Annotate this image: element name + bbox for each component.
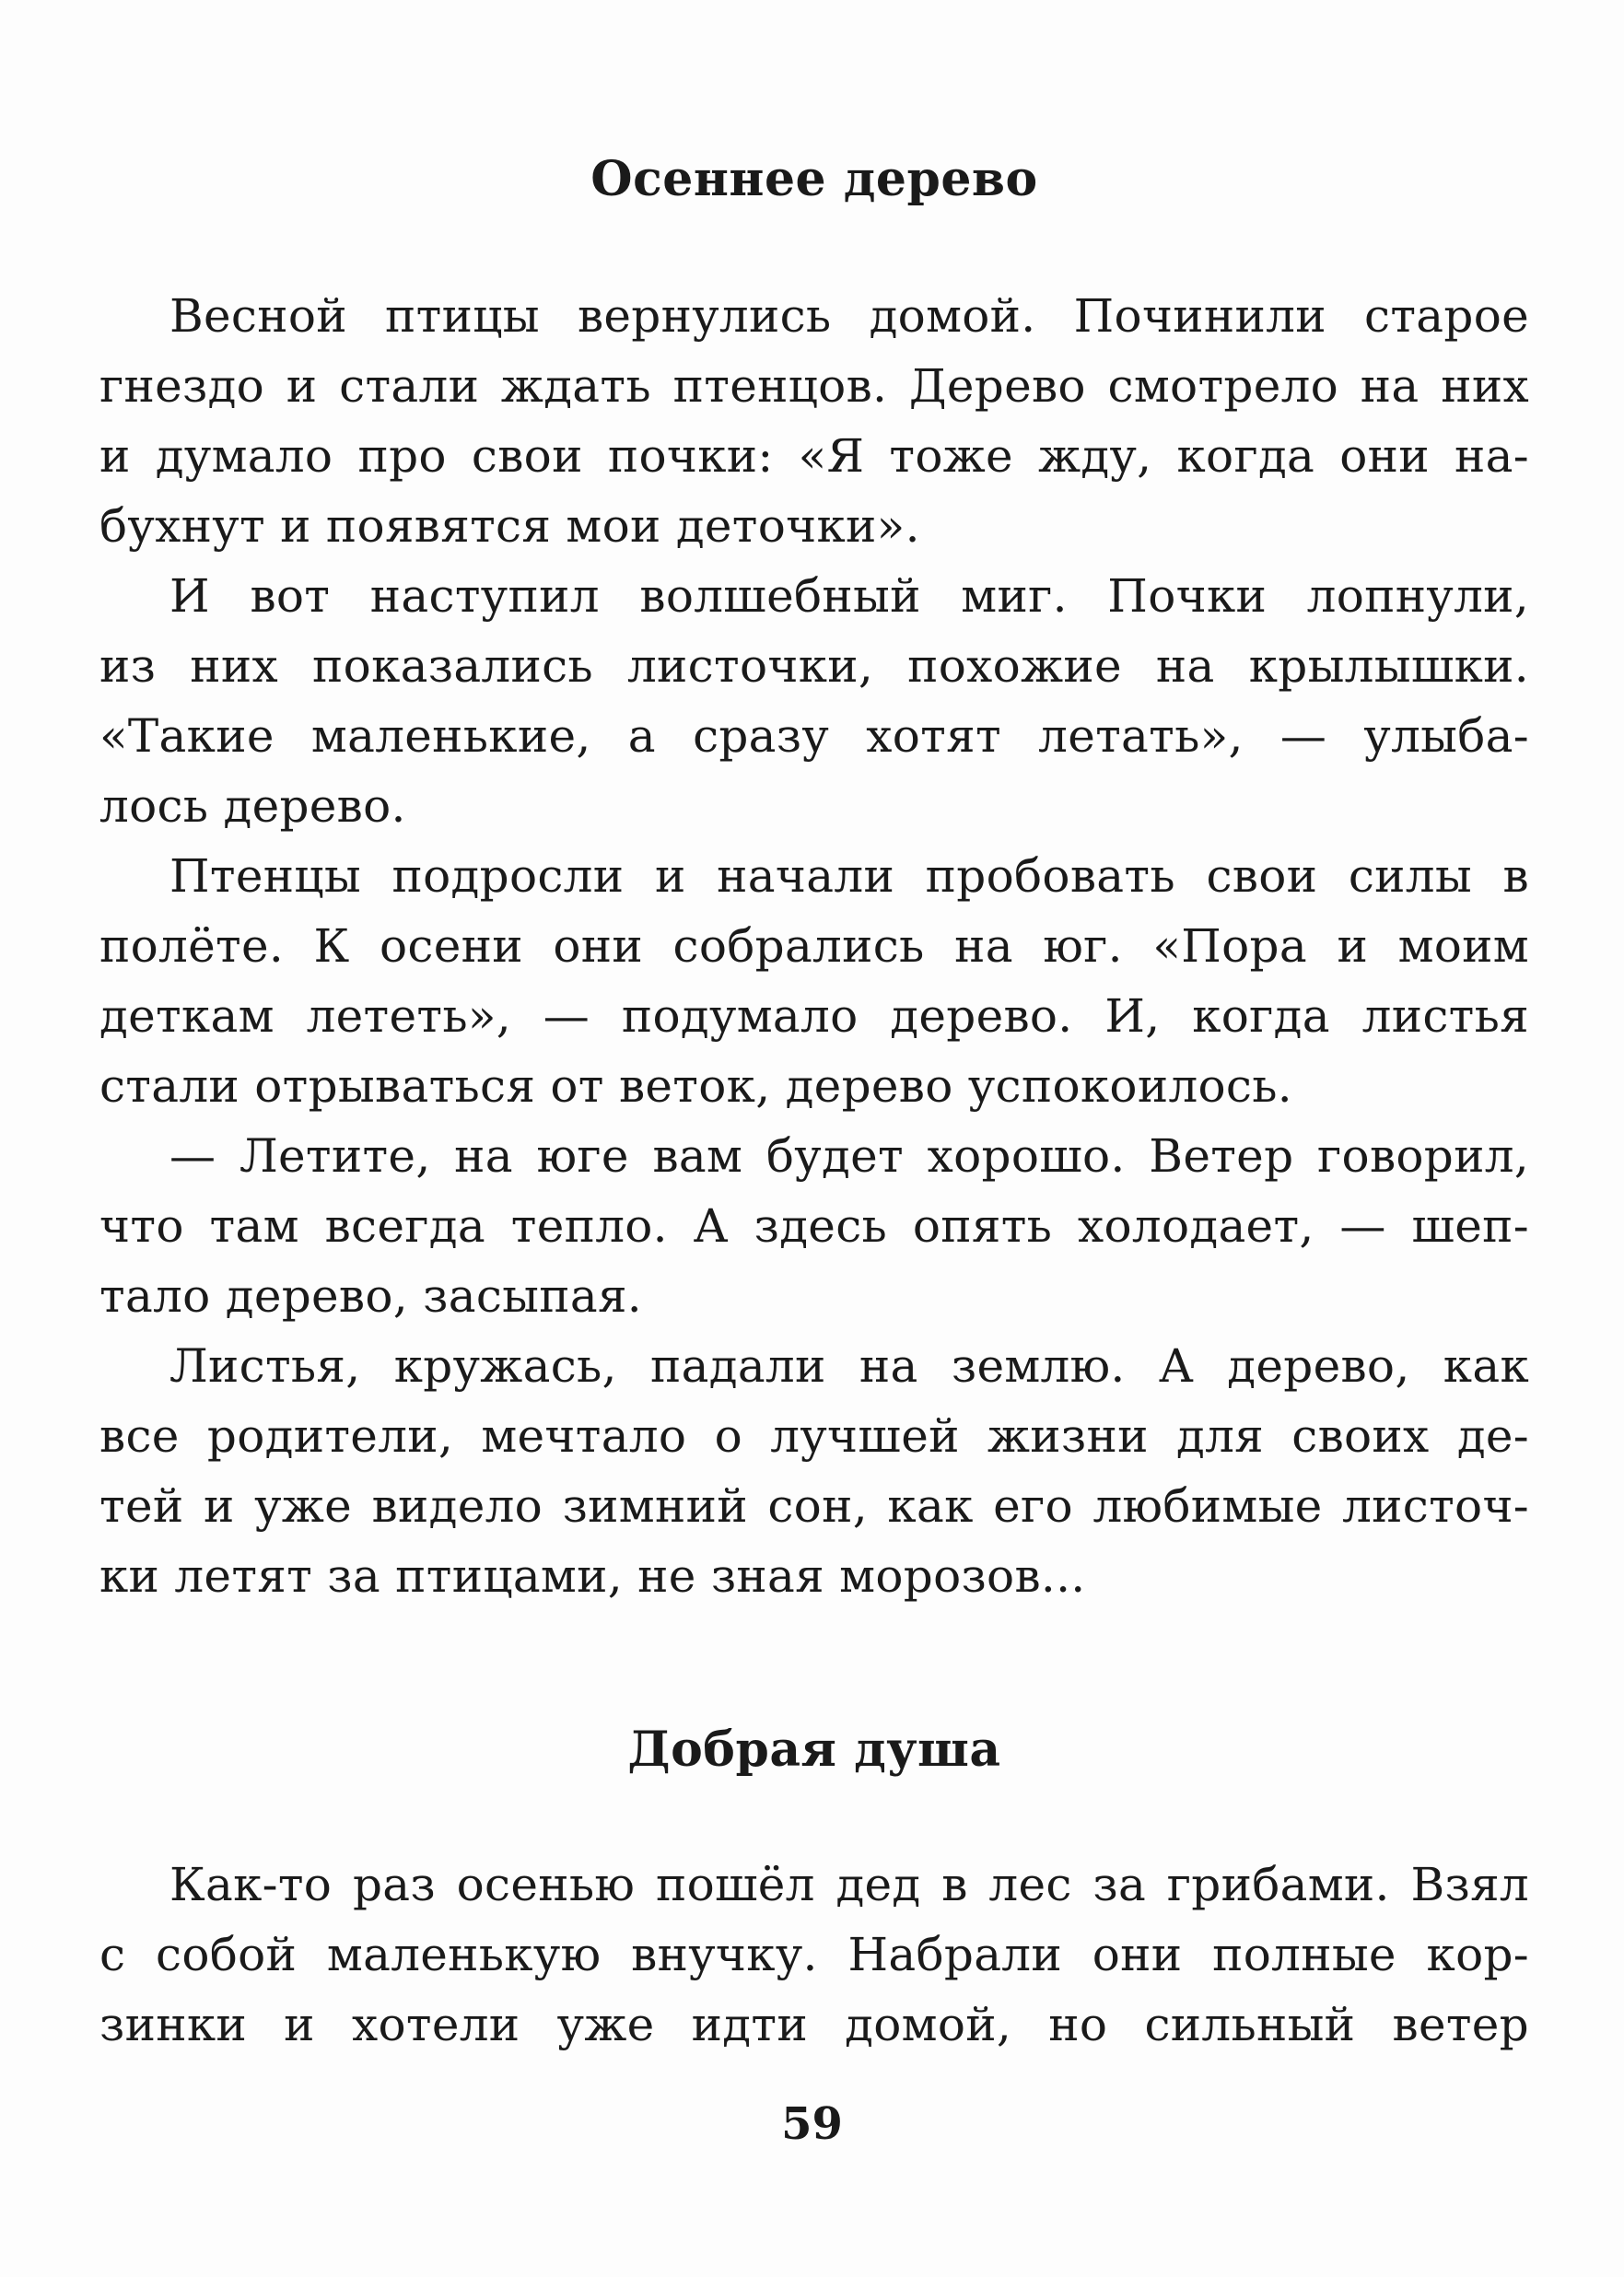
- text-line: Как-то раз осенью пошёл дед в лес за грибами. Взял: [169, 1858, 1529, 1911]
- text-line: тало дерево, засыпая.: [99, 1269, 642, 1323]
- text-line: стали отрываться от веток, дерево успокоилось.: [99, 1059, 1292, 1113]
- text-line: Весной птицы вернулись домой. Починили старое: [169, 289, 1529, 343]
- story-autumn-tree: [99, 143, 1529, 1611]
- text-line: зинки и хотели уже идти домой, но сильный ветер: [99, 1998, 1529, 2051]
- story-body: [99, 281, 1529, 1611]
- text-line: «Такие маленькие, а сразу хотят летать», — улыба-: [99, 709, 1529, 763]
- story-title: Добрая душа: [627, 1722, 1001, 1778]
- text-line: с собой маленькую внучку. Набрали они полные кор-: [99, 1928, 1529, 1981]
- text-line: ки летят за птицами, не зная морозов...: [99, 1549, 1086, 1603]
- text-line: лось дерево.: [99, 779, 406, 833]
- text-line: Листья, кружась, падали на землю. А дерево, как: [169, 1339, 1529, 1393]
- text-line: бухнут и появятся мои деточки».: [99, 499, 920, 553]
- story-kind-soul: [99, 1713, 1529, 2060]
- text-line: тей и уже видело зимний сон, как его любимые листоч-: [99, 1479, 1529, 1533]
- text-line: полёте. К осени они собрались на юг. «Пора и моим: [99, 919, 1529, 973]
- text-line: — Летите, на юге вам будет хорошо. Ветер говорил,: [169, 1129, 1529, 1183]
- text-line: из них показались листочки, похожие на крылышки.: [99, 639, 1529, 693]
- text-line: и думало про свои почки: «Я тоже жду, когда они на-: [99, 429, 1529, 483]
- text-line: гнездо и стали ждать птенцов. Дерево смотрело на них: [99, 359, 1529, 413]
- text-line: все родители, мечтало о лучшей жизни для своих де-: [99, 1409, 1529, 1463]
- text-line: И вот наступил волшебный миг. Почки лопнули,: [169, 569, 1529, 623]
- story-body: [99, 1850, 1529, 2060]
- text-line: Птенцы подросли и начали пробовать свои силы в: [169, 849, 1529, 903]
- page-number: 59: [781, 2098, 843, 2150]
- text-line: что там всегда тепло. А здесь опять холодает, — шеп-: [99, 1199, 1529, 1253]
- text-line: деткам лететь», — подумало дерево. И, когда листья: [99, 989, 1529, 1043]
- story-title: Осеннее дерево: [590, 151, 1038, 207]
